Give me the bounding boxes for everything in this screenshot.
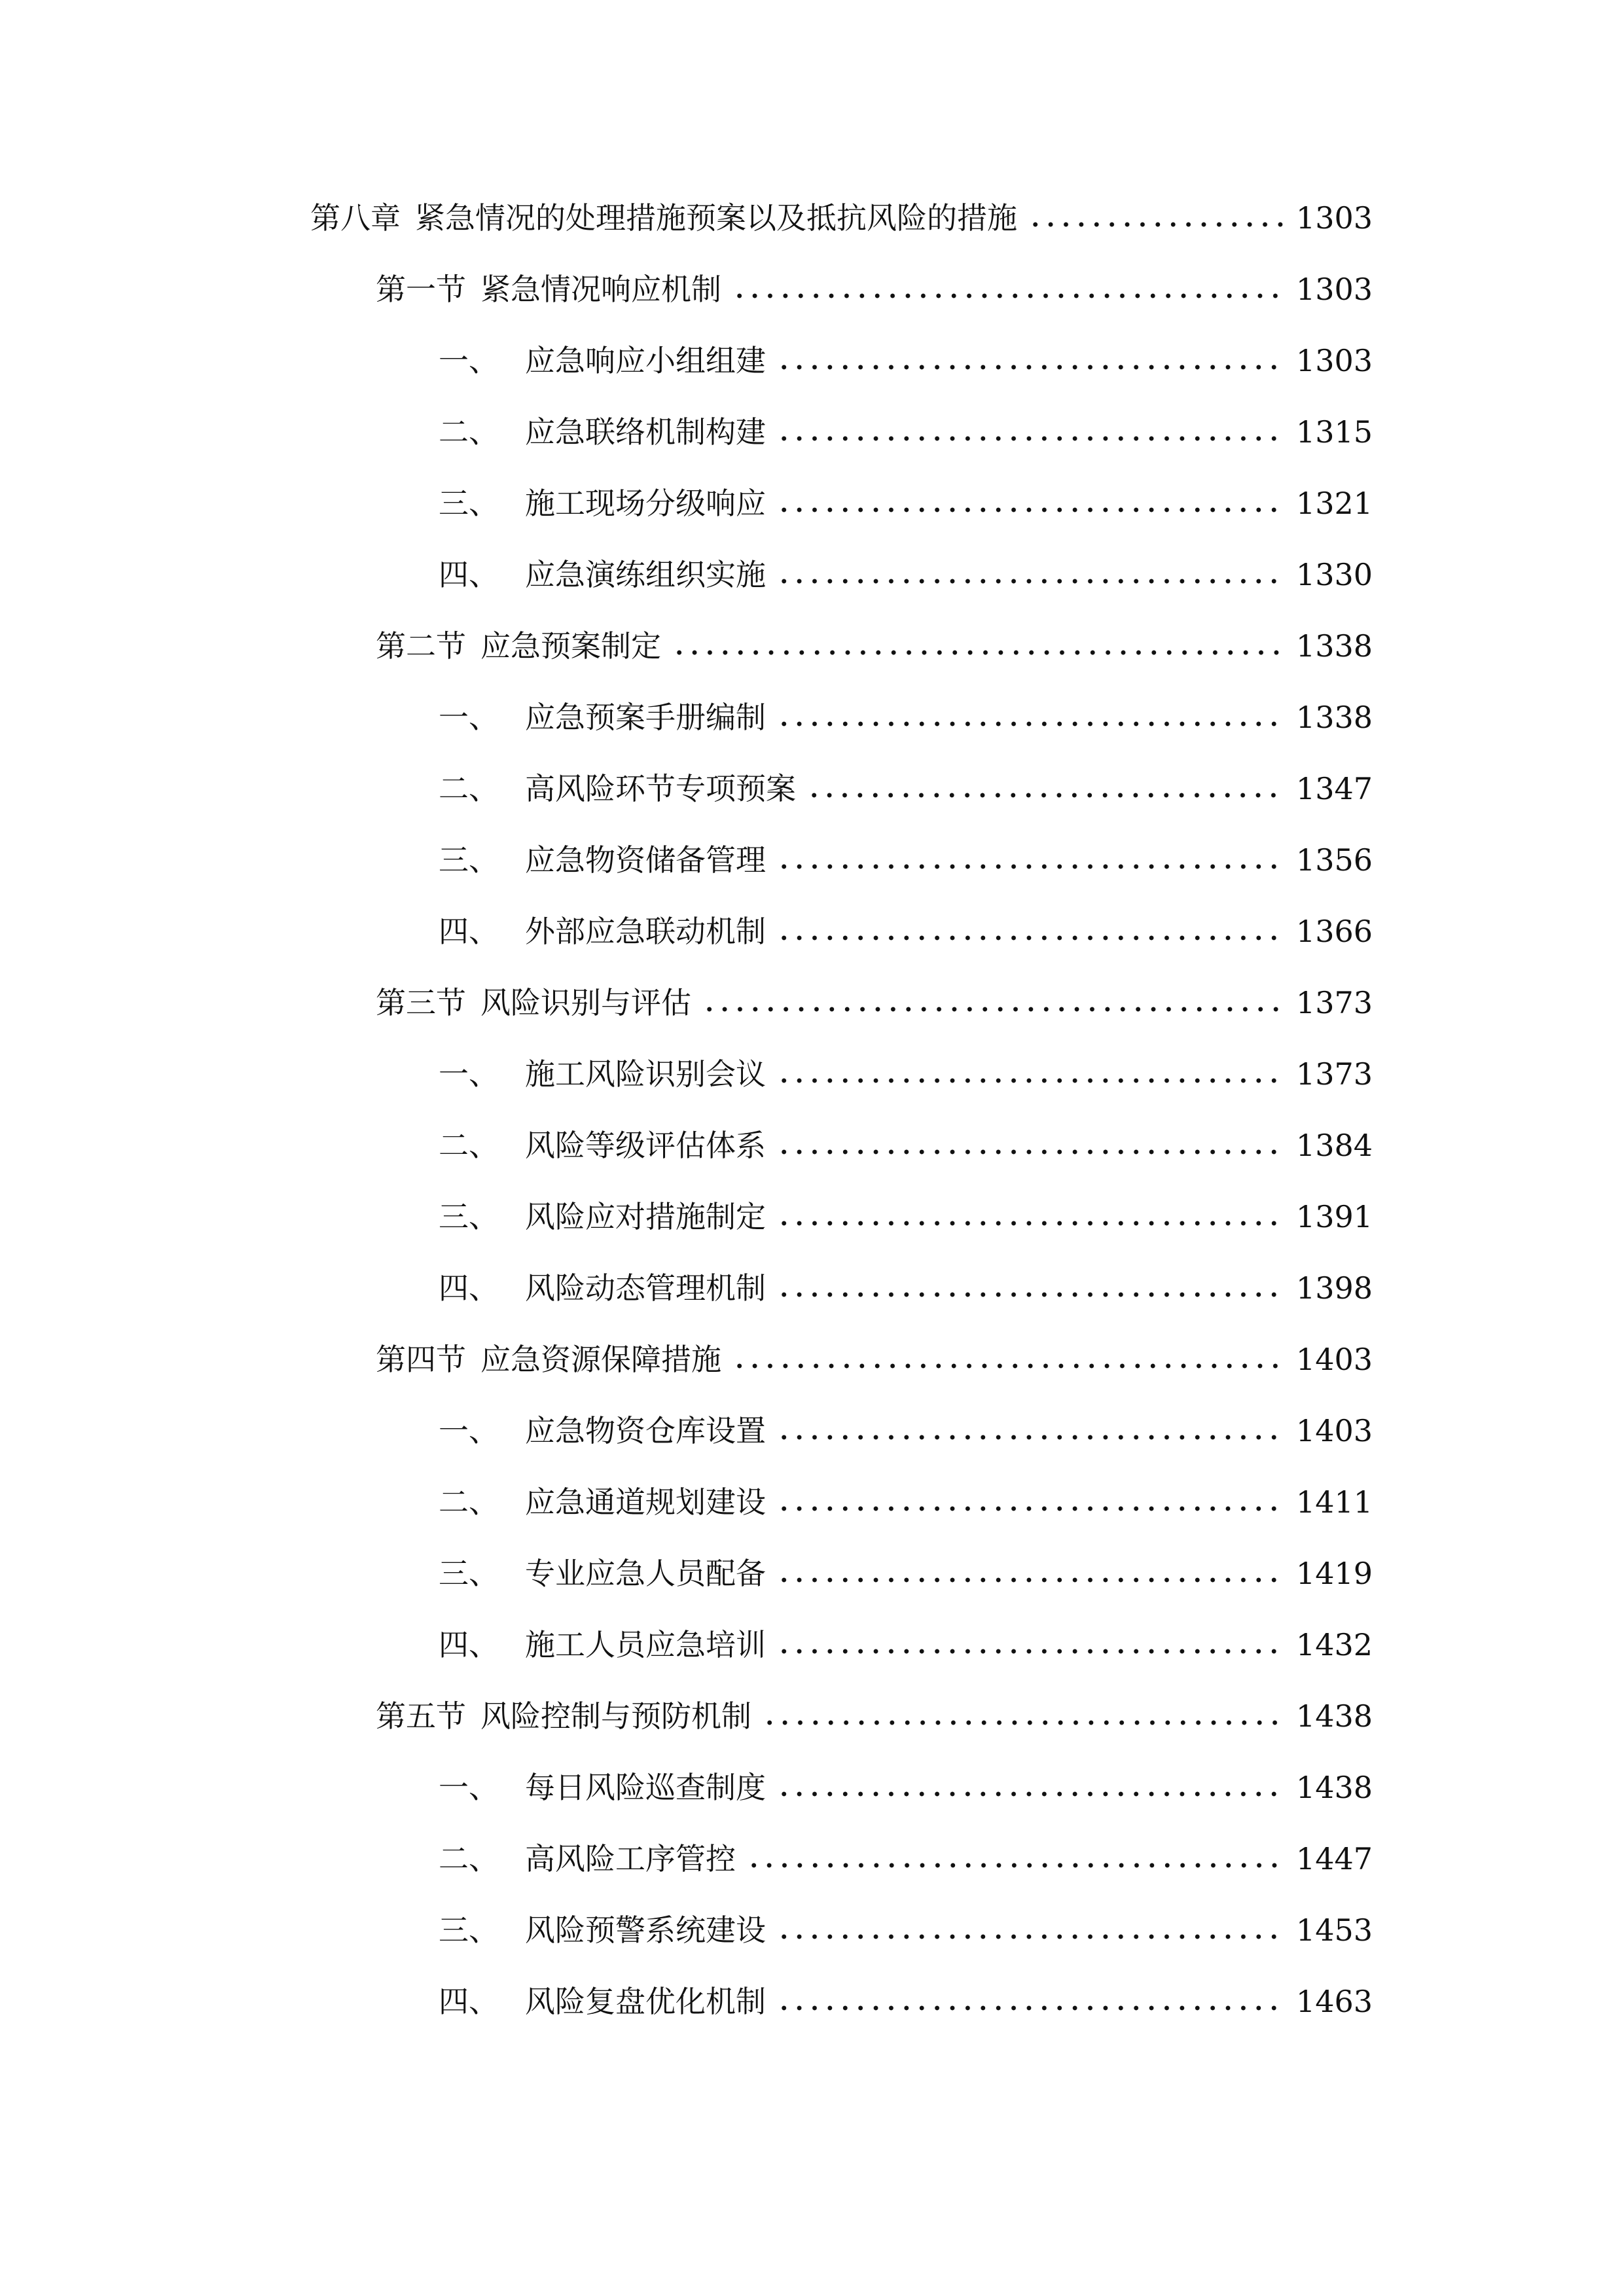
- toc-dot-leader: [776, 1547, 1284, 1600]
- toc-item-title: 外部应急联动机制: [525, 914, 766, 949]
- toc-dot-leader: [776, 1119, 1284, 1172]
- toc-item-number: 三、: [439, 1912, 499, 1948]
- toc-dot-leader: [776, 1761, 1284, 1814]
- toc-item-title: 施工人员应急培训: [525, 1627, 766, 1662]
- toc-page-number: 1366: [1295, 914, 1373, 949]
- toc-section-title: 紧急情况响应机制: [480, 272, 721, 307]
- toc-dot-leader: [776, 1191, 1284, 1243]
- toc-item-number: 四、: [439, 557, 499, 592]
- toc-item-number: 一、: [439, 1056, 499, 1092]
- toc-item-entry[interactable]: [439, 1476, 1373, 1528]
- toc-item-entry[interactable]: [439, 1048, 1373, 1100]
- toc-item-entry[interactable]: [439, 834, 1373, 886]
- toc-item-entry[interactable]: [439, 1262, 1373, 1314]
- toc-dot-leader: [776, 1405, 1284, 1457]
- toc-chapter-title: 紧急情况的处理措施预案以及抵抗风险的措施: [415, 200, 1017, 236]
- toc-item-number: 二、: [439, 1841, 499, 1876]
- toc-section-title: 应急预案制定: [480, 628, 661, 664]
- toc-item-entry[interactable]: [439, 406, 1373, 458]
- toc-dot-leader: [776, 905, 1284, 958]
- toc-page-number: 1447: [1295, 1841, 1373, 1876]
- toc-item-number: 三、: [439, 1199, 499, 1234]
- toc-item-entry[interactable]: [439, 1833, 1373, 1885]
- toc-item-number: 四、: [439, 914, 499, 949]
- toc-item-entry[interactable]: [439, 905, 1373, 958]
- toc-item-title: 应急演练组织实施: [525, 557, 766, 592]
- toc-page-number: 1330: [1295, 557, 1373, 592]
- toc-item-number: 三、: [439, 1556, 499, 1591]
- toc-page-number: 1438: [1295, 1698, 1373, 1734]
- toc-item-entry[interactable]: [439, 548, 1373, 601]
- toc-item-entry[interactable]: [439, 762, 1373, 815]
- toc-item-title: 高风险环节专项预案: [525, 771, 796, 806]
- toc-item-number: 四、: [439, 1984, 499, 2019]
- toc-page-number: 1391: [1295, 1199, 1373, 1234]
- toc-page-number: 1403: [1295, 1413, 1373, 1448]
- toc-dot-leader: [732, 1333, 1284, 1386]
- toc-dot-leader: [762, 1690, 1284, 1742]
- toc-item-title: 每日风险巡查制度: [525, 1770, 766, 1805]
- toc-section-title: 应急资源保障措施: [480, 1342, 721, 1377]
- toc-page-number: 1432: [1295, 1627, 1373, 1662]
- toc-section-entry[interactable]: [376, 1690, 1373, 1742]
- toc-item-number: 三、: [439, 842, 499, 878]
- toc-dot-leader: [776, 834, 1284, 886]
- toc-item-number: 二、: [439, 1128, 499, 1163]
- toc-chapter-entry[interactable]: [310, 192, 1373, 244]
- toc-page-number: 1384: [1295, 1128, 1373, 1163]
- toc-dot-leader: [1028, 192, 1284, 244]
- toc-item-number: 四、: [439, 1270, 499, 1306]
- toc-page-number: 1373: [1295, 985, 1373, 1020]
- toc-page-number: 1315: [1295, 414, 1373, 450]
- toc-section-number: 第二节: [376, 628, 466, 664]
- toc-section-entry[interactable]: [376, 977, 1373, 1029]
- toc-item-number: 二、: [439, 1484, 499, 1520]
- toc-dot-leader: [776, 1048, 1284, 1100]
- toc-item-title: 应急物资仓库设置: [525, 1413, 766, 1448]
- toc-dot-leader: [776, 406, 1284, 458]
- toc-section-title: 风险识别与评估: [480, 985, 691, 1020]
- toc-dot-leader: [776, 691, 1284, 744]
- toc-item-title: 高风险工序管控: [525, 1841, 736, 1876]
- toc-dot-leader: [776, 1975, 1284, 2028]
- toc-page-number: 1303: [1295, 343, 1373, 378]
- toc-section-number: 第五节: [376, 1698, 466, 1734]
- toc-chapter-number: 第八章: [310, 200, 401, 236]
- toc-item-entry[interactable]: [439, 1191, 1373, 1243]
- toc-item-title: 应急响应小组组建: [525, 343, 766, 378]
- toc-section-number: 第一节: [376, 272, 466, 307]
- toc-page-number: 1356: [1295, 842, 1373, 878]
- toc-section-number: 第四节: [376, 1342, 466, 1377]
- toc-item-title: 风险动态管理机制: [525, 1270, 766, 1306]
- toc-item-entry[interactable]: [439, 1405, 1373, 1457]
- toc-dot-leader: [776, 1476, 1284, 1528]
- toc-section-entry[interactable]: [376, 263, 1373, 315]
- toc-item-entry[interactable]: [439, 1619, 1373, 1671]
- toc-item-entry[interactable]: [439, 1761, 1373, 1814]
- toc-item-title: 风险复盘优化机制: [525, 1984, 766, 2019]
- toc-dot-leader: [672, 620, 1284, 672]
- toc-page-number: 1303: [1295, 200, 1373, 236]
- toc-page-number: 1463: [1295, 1984, 1373, 2019]
- toc-page-number: 1398: [1295, 1270, 1373, 1306]
- toc-item-number: 四、: [439, 1627, 499, 1662]
- toc-section-entry[interactable]: [376, 620, 1373, 672]
- toc-page-number: 1303: [1295, 272, 1373, 307]
- toc-item-title: 应急预案手册编制: [525, 700, 766, 735]
- toc-page-number: 1419: [1295, 1556, 1373, 1591]
- toc-section-title: 风险控制与预防机制: [480, 1698, 751, 1734]
- toc-item-title: 应急通道规划建设: [525, 1484, 766, 1520]
- toc-page-number: 1438: [1295, 1770, 1373, 1805]
- toc-dot-leader: [776, 334, 1284, 387]
- toc-item-title: 风险预警系统建设: [525, 1912, 766, 1948]
- toc-item-title: 风险等级评估体系: [525, 1128, 766, 1163]
- toc-item-entry[interactable]: [439, 334, 1373, 387]
- toc-item-number: 一、: [439, 343, 499, 378]
- toc-item-entry[interactable]: [439, 691, 1373, 744]
- toc-item-number: 三、: [439, 486, 499, 521]
- toc-dot-leader: [732, 263, 1284, 315]
- toc-dot-leader: [702, 977, 1284, 1029]
- toc-item-title: 应急联络机制构建: [525, 414, 766, 450]
- toc-item-number: 一、: [439, 700, 499, 735]
- toc-item-entry[interactable]: [439, 1119, 1373, 1172]
- toc-page-number: 1373: [1295, 1056, 1373, 1092]
- toc-item-title: 施工风险识别会议: [525, 1056, 766, 1092]
- toc-page-number: 1338: [1295, 700, 1373, 735]
- toc-dot-leader: [776, 1619, 1284, 1671]
- toc-page-number: 1403: [1295, 1342, 1373, 1377]
- toc-page-number: 1321: [1295, 486, 1373, 521]
- toc-dot-leader: [746, 1833, 1284, 1885]
- toc-dot-leader: [776, 1904, 1284, 1956]
- toc-item-title: 施工现场分级响应: [525, 486, 766, 521]
- toc-item-entry[interactable]: [439, 477, 1373, 529]
- toc-item-number: 一、: [439, 1413, 499, 1448]
- toc-item-entry[interactable]: [439, 1547, 1373, 1600]
- toc-item-title: 专业应急人员配备: [525, 1556, 766, 1591]
- toc-item-entry[interactable]: [439, 1904, 1373, 1956]
- toc-item-number: 二、: [439, 414, 499, 450]
- toc-dot-leader: [776, 548, 1284, 601]
- toc-dot-leader: [776, 477, 1284, 529]
- toc-item-number: 二、: [439, 771, 499, 806]
- toc-item-title: 应急物资储备管理: [525, 842, 766, 878]
- toc-page-number: 1347: [1295, 771, 1373, 806]
- toc-item-number: 一、: [439, 1770, 499, 1805]
- toc-page-number: 1453: [1295, 1912, 1373, 1948]
- toc-item-entry[interactable]: [439, 1975, 1373, 2028]
- toc-section-number: 第三节: [376, 985, 466, 1020]
- toc-item-title: 风险应对措施制定: [525, 1199, 766, 1234]
- toc-page-number: 1411: [1295, 1484, 1373, 1520]
- toc-page-number: 1338: [1295, 628, 1373, 664]
- toc-dot-leader: [776, 1262, 1284, 1314]
- toc-section-entry[interactable]: [376, 1333, 1373, 1386]
- toc-dot-leader: [806, 762, 1284, 815]
